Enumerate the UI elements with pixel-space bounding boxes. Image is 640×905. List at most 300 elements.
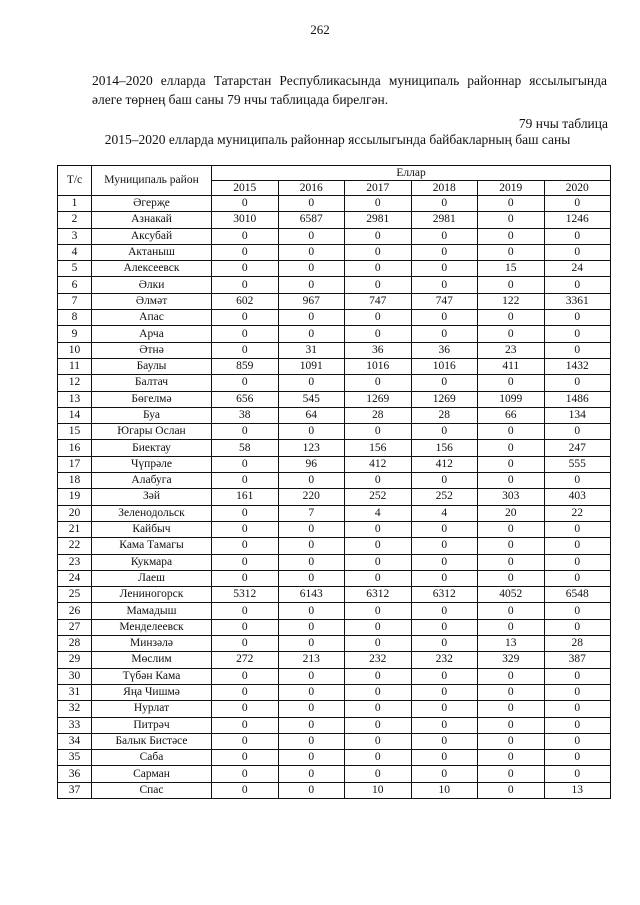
count-cell: 0 [478,310,545,326]
count-cell: 20 [478,505,545,521]
count-cell: 0 [411,570,478,586]
table-row [58,587,611,603]
count-cell: 96 [278,456,345,472]
count-cell: 0 [345,701,412,717]
count-cell: 0 [411,766,478,782]
count-cell: 0 [278,603,345,619]
count-cell: 0 [411,538,478,554]
count-cell: 1486 [544,391,611,407]
count-cell: 0 [212,505,279,521]
row-number: 12 [58,375,92,391]
table-row [58,391,611,407]
row-number: 10 [58,342,92,358]
count-cell: 0 [478,277,545,293]
table-body [58,196,611,799]
district-name: Азнакай [92,212,212,228]
district-name: Зеленодольск [92,505,212,521]
count-cell: 403 [544,489,611,505]
count-cell: 1016 [411,358,478,374]
count-cell: 0 [411,750,478,766]
count-cell: 0 [478,782,545,798]
count-cell: 0 [345,310,412,326]
count-cell: 0 [544,554,611,570]
count-cell: 0 [544,538,611,554]
count-cell: 7 [278,505,345,521]
count-cell: 0 [345,196,412,212]
row-number: 34 [58,733,92,749]
count-cell: 0 [345,766,412,782]
page-number: 262 [310,22,330,37]
count-cell: 1269 [411,391,478,407]
count-cell: 0 [278,684,345,700]
count-cell: 0 [345,619,412,635]
count-cell: 6548 [544,587,611,603]
table-row [58,603,611,619]
count-cell: 747 [345,293,412,309]
count-cell: 4 [411,505,478,521]
district-name: Югары Ослан [92,424,212,440]
count-cell: 0 [212,733,279,749]
count-cell: 0 [478,326,545,342]
count-cell: 0 [278,375,345,391]
count-cell: 0 [544,603,611,619]
table-row [58,342,611,358]
count-cell: 0 [212,310,279,326]
count-cell: 0 [411,684,478,700]
count-cell: 0 [278,766,345,782]
count-cell: 0 [212,244,279,260]
district-name: Нурлат [92,701,212,717]
count-cell: 156 [345,440,412,456]
row-number: 4 [58,244,92,260]
row-number: 5 [58,261,92,277]
row-number: 31 [58,684,92,700]
count-cell: 1091 [278,358,345,374]
district-name: Балтач [92,375,212,391]
count-cell: 6312 [345,587,412,603]
count-cell: 1016 [345,358,412,374]
count-cell: 0 [544,750,611,766]
table-row [58,358,611,374]
count-cell: 0 [212,750,279,766]
count-cell: 0 [345,277,412,293]
count-cell: 0 [478,440,545,456]
count-cell: 0 [212,619,279,635]
count-cell: 0 [478,619,545,635]
count-cell: 0 [345,244,412,260]
count-cell: 252 [411,489,478,505]
count-cell: 0 [278,636,345,652]
row-number: 24 [58,570,92,586]
count-cell: 0 [478,684,545,700]
count-cell: 0 [278,424,345,440]
count-cell: 0 [278,228,345,244]
table-row [58,521,611,537]
table-row [58,570,611,586]
count-cell: 0 [212,603,279,619]
table-row [58,668,611,684]
row-number: 21 [58,521,92,537]
count-cell: 0 [411,717,478,733]
count-cell: 0 [544,766,611,782]
count-cell: 0 [345,538,412,554]
count-cell: 0 [478,750,545,766]
count-cell: 0 [278,717,345,733]
count-cell: 0 [478,244,545,260]
table-row [58,538,611,554]
count-cell: 6312 [411,587,478,603]
count-cell: 6587 [278,212,345,228]
count-cell: 10 [345,782,412,798]
district-name: Лаеш [92,570,212,586]
count-cell: 0 [544,375,611,391]
table-row [58,440,611,456]
count-cell: 0 [278,473,345,489]
district-name: Әлки [92,277,212,293]
row-number: 3 [58,228,92,244]
district-name: Кукмара [92,554,212,570]
count-cell: 859 [212,358,279,374]
count-cell: 602 [212,293,279,309]
count-cell: 23 [478,342,545,358]
district-name: Мамадыш [92,603,212,619]
count-cell: 0 [212,701,279,717]
district-name: Түбән Кама [92,668,212,684]
district-name: Буа [92,407,212,423]
table-row [58,717,611,733]
header-district: Муниципаль район [92,166,212,196]
row-number: 8 [58,310,92,326]
header-years-group: Еллар [212,166,611,181]
count-cell: 303 [478,489,545,505]
row-number: 17 [58,456,92,472]
count-cell: 0 [411,196,478,212]
district-name: Кама Тамагы [92,538,212,554]
district-name: Әтнә [92,342,212,358]
count-cell: 28 [345,407,412,423]
count-cell: 0 [278,244,345,260]
count-cell: 0 [544,196,611,212]
count-cell: 6143 [278,587,345,603]
district-name: Биектау [92,440,212,456]
count-cell: 5312 [212,587,279,603]
table-row [58,326,611,342]
header-year: 2015 [212,181,279,196]
district-name: Әгерҗе [92,196,212,212]
count-cell: 0 [478,521,545,537]
count-cell: 545 [278,391,345,407]
count-cell: 0 [544,701,611,717]
row-number: 36 [58,766,92,782]
district-name: Лениногорск [92,587,212,603]
table-row [58,733,611,749]
count-cell: 0 [345,473,412,489]
row-number: 28 [58,636,92,652]
district-name: Яңа Чишмә [92,684,212,700]
intro-paragraph: 2014–2020 елларда Татарстан Республикасында муниципаль районнар яссылыгында әлеге төрнең баш саны 79 нчы таблицада бирелгән. [92,73,607,107]
count-cell: 0 [478,554,545,570]
table-row [58,473,611,489]
count-cell: 0 [212,473,279,489]
count-cell: 0 [278,538,345,554]
row-number: 13 [58,391,92,407]
count-cell: 0 [411,603,478,619]
count-cell: 0 [411,244,478,260]
count-cell: 1432 [544,358,611,374]
count-cell: 0 [544,668,611,684]
count-cell: 0 [411,326,478,342]
count-cell: 0 [478,228,545,244]
count-cell: 0 [278,668,345,684]
district-name: Зәй [92,489,212,505]
district-name: Баулы [92,358,212,374]
table-row [58,310,611,326]
table-row [58,636,611,652]
count-cell: 656 [212,391,279,407]
count-cell: 36 [345,342,412,358]
row-number: 11 [58,358,92,374]
count-cell: 0 [544,473,611,489]
count-cell: 0 [345,554,412,570]
count-cell: 0 [212,570,279,586]
count-cell: 0 [411,424,478,440]
count-cell: 0 [278,310,345,326]
count-cell: 28 [544,636,611,652]
row-number: 33 [58,717,92,733]
row-number: 27 [58,619,92,635]
table-row [58,652,611,668]
count-cell: 329 [478,652,545,668]
row-number: 2 [58,212,92,228]
count-cell: 1099 [478,391,545,407]
count-cell: 0 [411,619,478,635]
count-cell: 2981 [345,212,412,228]
count-cell: 10 [411,782,478,798]
district-name: Мөслим [92,652,212,668]
count-cell: 272 [212,652,279,668]
count-cell: 0 [278,782,345,798]
district-name: Спас [92,782,212,798]
count-cell: 0 [278,570,345,586]
count-cell: 38 [212,407,279,423]
count-cell: 0 [212,782,279,798]
row-number: 18 [58,473,92,489]
count-cell: 0 [478,538,545,554]
count-cell: 123 [278,440,345,456]
count-cell: 0 [544,619,611,635]
table-row [58,701,611,717]
district-name: Аксубай [92,228,212,244]
count-cell: 0 [278,701,345,717]
count-cell: 0 [278,619,345,635]
district-name: Саба [92,750,212,766]
table-row [58,196,611,212]
count-cell: 0 [212,554,279,570]
count-cell: 232 [411,652,478,668]
count-cell: 0 [478,375,545,391]
count-cell: 0 [212,326,279,342]
count-cell: 0 [345,603,412,619]
count-cell: 134 [544,407,611,423]
count-cell: 13 [544,782,611,798]
count-cell: 0 [411,473,478,489]
count-cell: 36 [411,342,478,358]
count-cell: 220 [278,489,345,505]
count-cell: 66 [478,407,545,423]
header-number: Т/с [58,166,92,196]
count-cell: 387 [544,652,611,668]
count-cell: 0 [345,684,412,700]
table-row [58,782,611,798]
count-cell: 0 [212,261,279,277]
count-cell: 0 [478,456,545,472]
table-row [58,424,611,440]
count-cell: 0 [212,538,279,554]
count-cell: 0 [278,261,345,277]
count-cell: 0 [212,342,279,358]
count-cell: 0 [411,375,478,391]
count-cell: 0 [544,733,611,749]
count-cell: 0 [544,277,611,293]
count-cell: 0 [278,750,345,766]
count-cell: 0 [411,261,478,277]
count-cell: 1246 [544,212,611,228]
count-cell: 0 [278,521,345,537]
table-row [58,375,611,391]
row-number: 1 [58,196,92,212]
count-cell: 0 [544,228,611,244]
count-cell: 252 [345,489,412,505]
row-number: 22 [58,538,92,554]
table-row [58,505,611,521]
row-number: 7 [58,293,92,309]
count-cell: 3010 [212,212,279,228]
count-cell: 0 [278,196,345,212]
count-cell: 0 [212,684,279,700]
count-cell: 0 [411,636,478,652]
count-cell: 0 [544,717,611,733]
count-cell: 4 [345,505,412,521]
count-cell: 0 [478,212,545,228]
header-year: 2017 [345,181,412,196]
count-cell: 0 [212,424,279,440]
count-cell: 0 [544,684,611,700]
count-cell: 0 [278,326,345,342]
count-cell: 0 [212,277,279,293]
district-name: Алабуга [92,473,212,489]
count-cell: 4052 [478,587,545,603]
count-cell: 0 [411,668,478,684]
row-number: 32 [58,701,92,717]
district-name: Сарман [92,766,212,782]
count-cell: 161 [212,489,279,505]
count-cell: 0 [345,668,412,684]
count-cell: 0 [278,277,345,293]
count-cell: 213 [278,652,345,668]
count-cell: 0 [478,733,545,749]
count-cell: 28 [411,407,478,423]
district-name: Питрәч [92,717,212,733]
district-name: Актаныш [92,244,212,260]
row-number: 20 [58,505,92,521]
count-cell: 156 [411,440,478,456]
count-cell: 2981 [411,212,478,228]
district-name: Апас [92,310,212,326]
count-cell: 0 [478,668,545,684]
table-header [58,166,611,196]
count-cell: 0 [478,424,545,440]
district-name: Алексеевск [92,261,212,277]
count-cell: 22 [544,505,611,521]
row-number: 26 [58,603,92,619]
row-number: 29 [58,652,92,668]
count-cell: 0 [544,424,611,440]
count-cell: 0 [544,326,611,342]
count-cell: 0 [345,717,412,733]
district-name: Арча [92,326,212,342]
district-name: Бөгелмә [92,391,212,407]
district-name: Кайбыч [92,521,212,537]
row-number: 30 [58,668,92,684]
data-table [57,165,611,799]
count-cell: 0 [212,636,279,652]
count-cell: 0 [345,424,412,440]
count-cell: 0 [411,701,478,717]
count-cell: 0 [278,733,345,749]
count-cell: 0 [544,342,611,358]
row-number: 23 [58,554,92,570]
count-cell: 412 [345,456,412,472]
count-cell: 247 [544,440,611,456]
table-row [58,489,611,505]
header-year: 2019 [478,181,545,196]
count-cell: 13 [478,636,545,652]
table-row [58,554,611,570]
table-row [58,244,611,260]
header-year: 2018 [411,181,478,196]
district-name: Минзәлә [92,636,212,652]
row-number: 15 [58,424,92,440]
count-cell: 0 [411,228,478,244]
row-number: 16 [58,440,92,456]
count-cell: 0 [345,375,412,391]
district-name: Балык Бистәсе [92,733,212,749]
count-cell: 122 [478,293,545,309]
header-year: 2016 [278,181,345,196]
count-cell: 0 [212,766,279,782]
count-cell: 0 [345,326,412,342]
count-cell: 0 [478,570,545,586]
count-cell: 0 [345,521,412,537]
header-year: 2020 [544,181,611,196]
count-cell: 0 [278,554,345,570]
count-cell: 64 [278,407,345,423]
count-cell: 0 [411,277,478,293]
row-number: 6 [58,277,92,293]
count-cell: 3361 [544,293,611,309]
count-cell: 0 [478,196,545,212]
header-row [58,166,611,181]
count-cell: 0 [212,196,279,212]
table-row [58,212,611,228]
count-cell: 1269 [345,391,412,407]
count-cell: 412 [411,456,478,472]
count-cell: 0 [345,733,412,749]
count-cell: 24 [544,261,611,277]
count-cell: 0 [212,456,279,472]
count-cell: 0 [345,228,412,244]
count-cell: 0 [345,261,412,277]
